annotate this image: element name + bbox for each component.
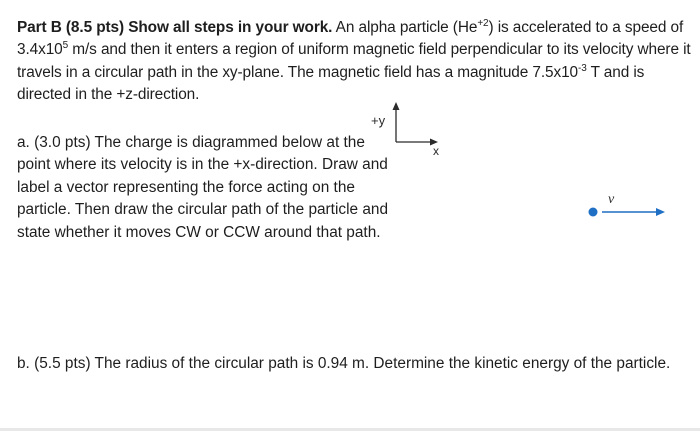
- question-a: a. (3.0 pts) The charge is diagrammed below at the point where its velocity is in the +x-direction. Draw and label a vector representing the force acting on the particle. Then draw the circular path of the particle and state whether it moves CW or CCW around that path.: [17, 134, 389, 241]
- y-axis-label: +y: [371, 113, 386, 128]
- field-exponent: -3: [578, 62, 587, 74]
- intro-text-2: ) is accelerated to a speed of 3.4x10: [17, 19, 684, 59]
- part-b-heading: Part B (8.5 pts) Show all steps in your work.: [17, 19, 333, 36]
- intro-text-1: An alpha particle (He: [332, 19, 478, 36]
- velocity-diagram: [585, 188, 670, 223]
- x-axis-label: x: [433, 144, 439, 158]
- velocity-arrowhead: [656, 208, 665, 216]
- charge-superscript: +2: [477, 18, 489, 29]
- velocity-label: v⃗: [608, 192, 626, 207]
- question-b: b. (5.5 pts) The radius of the circular path is 0.94 m. Determine the kinetic energy of the particle.: [17, 355, 671, 372]
- intro-text-4: T and is directed in the +z-direction.: [17, 63, 645, 104]
- intro-text-3: m/s and then it enters a region of uniform magnetic field perpendicular to its velocity where it travels in a circular path in the xy-plane. The magnetic field has a magnitude 7.5x10: [17, 41, 691, 81]
- xy-axes-diagram: [365, 100, 455, 160]
- part-b-intro: [17, 17, 697, 107]
- alpha-particle-charge: [589, 208, 598, 217]
- speed-exponent: 5: [62, 40, 69, 52]
- y-axis-arrowhead: [393, 102, 400, 110]
